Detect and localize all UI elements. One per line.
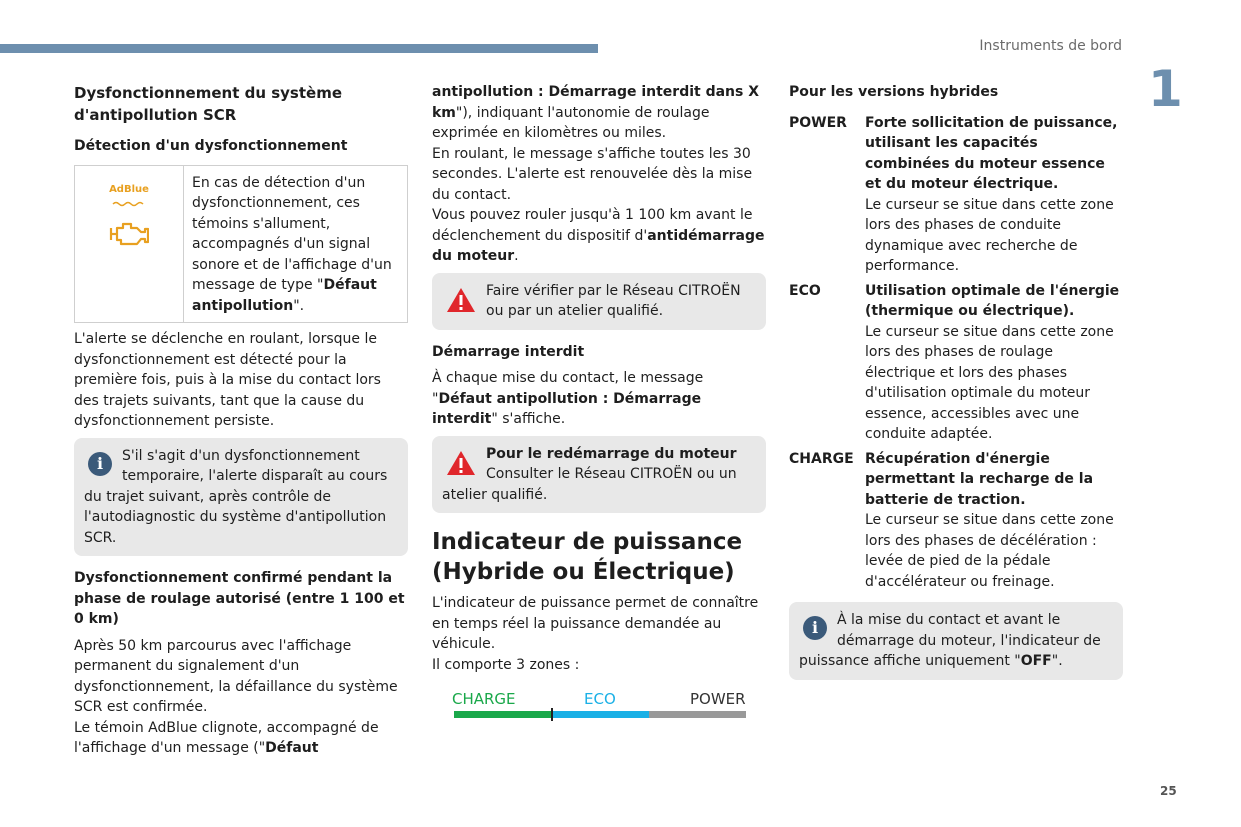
lamp-text-end: ". <box>293 297 305 314</box>
zone-key: CHARGE <box>789 450 854 467</box>
zone-desc: Récupération d'énergie permettant la recharge de la batterie de traction. Le curseur se situe dans cette zone lors des phases de décélération : levée de pied de la pédale d'accélérateur ou freinage. <box>865 450 1114 590</box>
zone-desc: Utilisation optimale de l'énergie (thermique ou électrique). Le curseur se situe dans cette zone lors des phases de roulage électrique et lors des phases d'utilisation optimale du moteur essence, accessibles avec une conduite adaptée. <box>865 282 1120 442</box>
zone-key: ECO <box>789 282 821 299</box>
detection-subtitle: Détection d'un dysfonctionnement <box>74 138 348 154</box>
info-box-off: i À la mise du contact et avant le démarrage du moteur, l'indicateur de puissance affiche uniquement "OFF". <box>789 602 1123 680</box>
chapter-number: 1 <box>1148 60 1183 118</box>
zone-power <box>789 113 1123 277</box>
gauge-charge-label: CHARGE <box>452 690 516 708</box>
lamp-message: Défaut antipollution <box>192 277 377 314</box>
gauge-eco-zone <box>551 711 648 718</box>
column-1 <box>74 82 408 759</box>
gauge-labels <box>432 689 766 711</box>
warning-box-1 <box>432 273 766 330</box>
blink-paragraph: Le témoin AdBlue clignote, accompagné de l'affichage d'un message ("Défaut <box>74 719 379 756</box>
warning-text-2: Consulter le Réseau CITROËN ou un atelier qualifié. <box>442 466 737 503</box>
gauge-power-zone <box>649 711 746 718</box>
confirmed-subtitle: Dysfonctionnement confirmé pendant la phase de roulage autorisé (entre 1 100 et 0 km) <box>74 570 405 627</box>
column-3 <box>789 82 1123 692</box>
zone-charge <box>789 449 1123 593</box>
warning-lamp-table <box>74 165 408 324</box>
confirmed-paragraph: Après 50 km parcourus avec l'affichage permanent du signalement d'un dysfonctionnement, la défaillance du système SCR est confirmée. <box>74 637 398 715</box>
warning-icon <box>446 287 476 313</box>
lamp-text: En cas de détection d'un dysfonctionnement, ces témoins s'allument, accompagnés d'un signal sonore et de l'affichage d'un message de type " <box>192 174 392 293</box>
info-box <box>74 438 408 557</box>
lamp-description <box>184 166 407 323</box>
zone-desc: Forte sollicitation de puissance, utilisant les capacités combinées du moteur essence et du moteur électrique. Le curseur se situe dans cette zone lors des phases de conduite dynamique avec recherche de performance. <box>865 114 1118 274</box>
info-text: S'il s'agit d'un dysfonctionnement temporaire, l'alerte disparaît au cours du trajet suivant, après contrôle de l'autodiagnostic du système d'antipollution SCR. <box>84 447 388 546</box>
adblue-wave-icon <box>111 200 147 208</box>
warning-icon <box>446 450 476 476</box>
zones-intro: Il comporte 3 zones : <box>432 656 580 673</box>
power-indicator-paragraph: L'indicateur de puissance permet de connaître en temps réel la puissance demandée au véhicule. <box>432 595 759 652</box>
hybrid-title: Pour les versions hybrides <box>789 84 999 100</box>
continued-paragraph: antipollution : Démarrage interdit dans X km"), indiquant l'autonomie de roulage exprimée en kilomètres ou miles. <box>432 84 760 141</box>
adblue-label: AdBlue <box>109 183 149 195</box>
zone-key: POWER <box>789 114 847 131</box>
gauge-power-label: POWER <box>690 690 746 708</box>
info-icon: i <box>88 452 112 476</box>
scr-title: Dysfonctionnement du système d'antipollution SCR <box>74 84 343 124</box>
gauge-eco-label: ECO <box>584 690 616 708</box>
gauge-cursor <box>551 708 553 721</box>
info-icon: i <box>803 616 827 640</box>
range-paragraph: Vous pouvez rouler jusqu'à 1 100 km avant le déclenchement du dispositif d'antidémarrage du moteur. <box>432 207 765 264</box>
start-forbidden-paragraph: À chaque mise du contact, le message "Défaut antipollution : Démarrage interdit" s'affiche. <box>432 370 704 427</box>
page-number: 25 <box>1160 784 1177 798</box>
power-gauge <box>454 711 746 718</box>
engine-icon <box>109 216 149 250</box>
gauge-charge-zone <box>454 711 551 718</box>
start-forbidden-subtitle: Démarrage interdit <box>432 343 585 360</box>
warning-box-2 <box>432 436 766 514</box>
power-indicator-heading: Indicateur de puissance (Hybride ou Électrique) <box>432 529 743 585</box>
alert-paragraph: L'alerte se déclenche en roulant, lorsque le dysfonctionnement est détecté pour la première fois, puis à la mise du contact lors des trajets suivants, tant que la cause du dysfonctionnement persiste. <box>74 331 381 429</box>
section-label: Instruments de bord <box>979 38 1122 54</box>
lamp-icons-cell <box>75 166 184 323</box>
column-2 <box>432 82 766 718</box>
zone-eco <box>789 281 1123 445</box>
warning-text-1: Faire vérifier par le Réseau CITROËN ou par un atelier qualifié. <box>486 282 741 319</box>
repeat-paragraph: En roulant, le message s'affiche toutes les 30 secondes. L'alerte est renouvelée dès la mise du contact. <box>432 145 753 203</box>
warning-title-2: Pour le redémarrage du moteur <box>486 445 737 462</box>
header-bar <box>0 44 598 53</box>
